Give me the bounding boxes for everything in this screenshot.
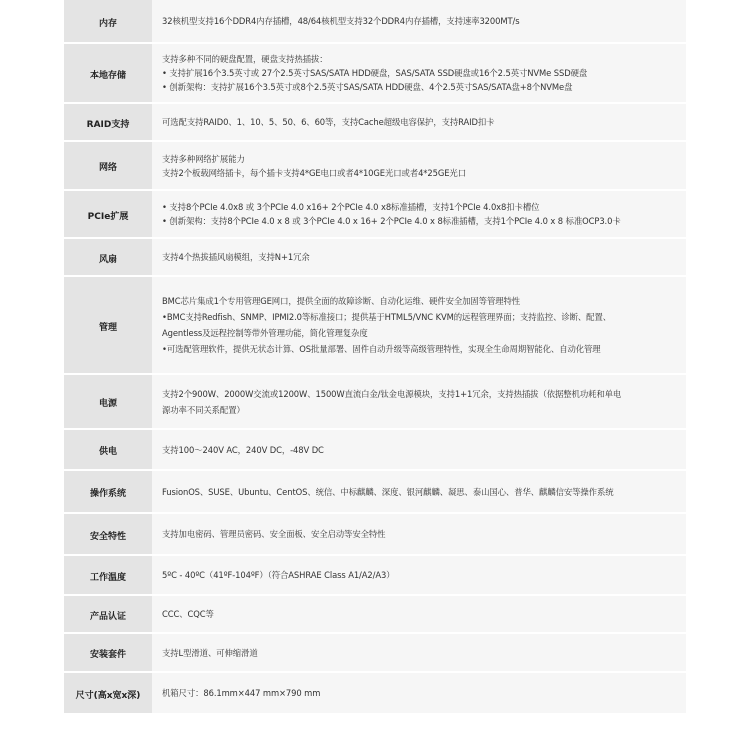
spec-row-dimensions <box>64 673 686 715</box>
spec-line: 支持多种不同的硬盘配置，硬盘支持热插拔： <box>162 54 328 64</box>
spec-label: RAID支持 <box>64 104 152 140</box>
spec-line: • 支持扩展16个3.5英寸或 27个2.5英寸SAS/SATA HDD硬盘，SAS/SATA SSD硬盘或16个2.5英寸NVMe SSD硬盘 <box>162 68 588 78</box>
spec-value <box>152 471 686 512</box>
spec-line: • 创新架构：支持扩展16个3.5英寸或8个2.5英寸SAS/SATA HDD硬盘、4个2.5英寸SAS/SATA盘+8个NVMe盘 <box>162 82 573 92</box>
spec-label: 安全特性 <box>64 514 152 554</box>
spec-row-raid <box>64 104 686 142</box>
spec-line: 可选配支持RAID0、1、10、5、50、6、60等，支持Cache超级电容保护，支持RAID扣卡 <box>162 117 495 127</box>
spec-label: 内存 <box>64 0 152 42</box>
spec-label: 产品认证 <box>64 596 152 632</box>
spec-row-network <box>64 142 686 191</box>
spec-line: •可选配管理软件，提供无状态计算、OS批量部署、固件自动升级等高级管理特性，实现全生命周期智能化、自动化管理 <box>162 344 601 354</box>
spec-label: 电源 <box>64 375 152 428</box>
spec-table <box>64 0 686 715</box>
spec-value <box>152 514 686 554</box>
spec-row-certification <box>64 596 686 634</box>
spec-row-management <box>64 277 686 375</box>
spec-value <box>152 0 686 42</box>
spec-line: 支持4个热拔插风扇模组，支持N+1冗余 <box>162 252 310 262</box>
spec-line: FusionOS、SUSE、Ubuntu、CentOS、统信、中标麒麟、深度、银河麒麟、凝思、泰山国心、普华、麒麟信安等操作系统 <box>162 486 614 497</box>
spec-line: 源功率不同关系配置） <box>162 404 245 415</box>
spec-value <box>152 142 686 189</box>
spec-row-os <box>64 471 686 514</box>
spec-line: 32核机型支持16个DDR4内存插槽，48/64核机型支持32个DDR4内存插槽，支持速率3200MT/s <box>162 16 520 26</box>
spec-label: 工作温度 <box>64 556 152 594</box>
spec-label: 网络 <box>64 142 152 189</box>
spec-value <box>152 375 686 428</box>
spec-label: 供电 <box>64 430 152 469</box>
spec-row-security <box>64 514 686 556</box>
spec-value <box>152 104 686 140</box>
spec-value <box>152 44 686 102</box>
spec-line: 支持100～240V AC，240V DC，-48V DC <box>162 444 324 455</box>
spec-line: 支持L型滑道、可伸缩滑道 <box>162 647 258 658</box>
spec-row-temperature <box>64 556 686 596</box>
spec-label: 管理 <box>64 277 152 373</box>
spec-value <box>152 430 686 469</box>
spec-line: 支持加电密码、管理员密码、安全面板、安全启动等安全特性 <box>162 529 386 539</box>
spec-line: • 创新架构：支持8个PCIe 4.0 x 8 或 3个PCIe 4.0 x 16+ 2个PCIe 4.0 x 8标准插槽，支持1个PCIe 4.0 x 8 标准OCP3.0卡 <box>162 216 621 226</box>
spec-label: PCIe扩展 <box>64 191 152 237</box>
spec-value <box>152 673 686 713</box>
spec-row-fan <box>64 239 686 277</box>
spec-value <box>152 556 686 594</box>
spec-line: •BMC支持Redfish、SNMP、IPMI2.0等标准接口；提供基于HTML5/VNC KVM的远程管理界面；支持监控、诊断、配置、 <box>162 312 611 322</box>
spec-label: 尺寸(高x宽x深) <box>64 673 152 713</box>
spec-line: Agentless及远程控制等带外管理功能，简化管理复杂度 <box>162 328 368 338</box>
spec-label: 本地存储 <box>64 44 152 102</box>
spec-value <box>152 277 686 373</box>
spec-label: 安装套件 <box>64 634 152 671</box>
spec-line: • 支持8个PCIe 4.0x8 或 3个PCIe 4.0 x16+ 2个PCIe 4.0 x8标准插槽，支持1个PCIe 4.0x8扣卡槽位 <box>162 202 540 212</box>
spec-value <box>152 634 686 671</box>
spec-value <box>152 239 686 275</box>
spec-row-pcie <box>64 191 686 239</box>
spec-line: 机箱尺寸：86.1mm×447 mm×790 mm <box>162 688 321 698</box>
spec-row-power <box>64 375 686 430</box>
spec-line: 支持多种网络扩展能力 <box>162 153 245 164</box>
spec-label: 操作系统 <box>64 471 152 512</box>
spec-row-power-supply <box>64 430 686 471</box>
spec-value <box>152 191 686 237</box>
spec-line: 支持2个板载网络插卡，每个插卡支持4*GE电口或者4*10GE光口或者4*25GE光口 <box>162 167 466 178</box>
spec-line: 支持2个900W、2000W交流或1200W、1500W直流白金/钛金电源模块，支持1+1冗余，支持热插拔（依据整机功耗和单电 <box>162 388 622 399</box>
spec-line: 5ºC - 40ºC（41ºF-104ºF）（符合ASHRAE Class A1/A2/A3） <box>162 570 395 580</box>
spec-row-storage <box>64 44 686 104</box>
spec-line: CCC、CQC等 <box>162 609 214 619</box>
spec-row-memory <box>64 0 686 44</box>
spec-line: BMC芯片集成1个专用管理GE网口，提供全面的故障诊断、自动化运维、硬件安全加固等管理特性 <box>162 296 521 306</box>
spec-row-mounting-kit <box>64 634 686 673</box>
spec-label: 风扇 <box>64 239 152 275</box>
spec-value <box>152 596 686 632</box>
